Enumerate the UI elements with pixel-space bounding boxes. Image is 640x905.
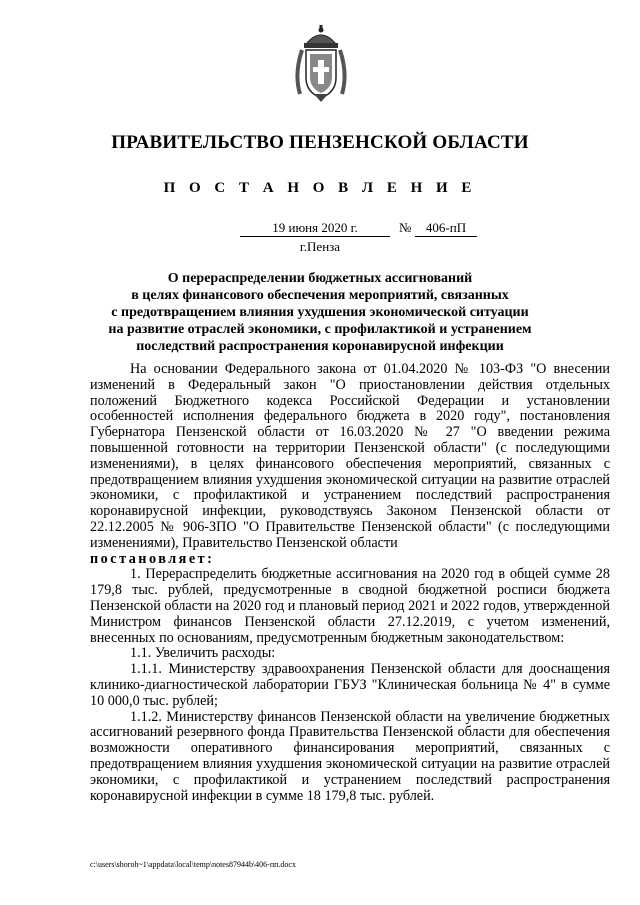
paragraph-1-1: 1.1. Увеличить расходы: bbox=[130, 645, 276, 662]
document-title bbox=[60, 270, 580, 355]
document-body bbox=[90, 362, 610, 804]
number-sign: № bbox=[399, 220, 412, 235]
city: г.Пенза bbox=[299, 239, 341, 254]
government-name: ПРАВИТЕЛЬСТВО ПЕНЗЕНСКОЙ ОБЛАСТИ bbox=[111, 132, 529, 153]
preamble-paragraph: На основании Федерального закона от 01.04.2020 № 103-ФЗ "О внесении изменений в Федеральный закон "О приостановлении действия отдельных положений Бюджетного кодекса Российской Федерации и установлении особенностей исполнения федерального бюджета в 2020 году", постановления Губернатора Пензенской области от 16.03.2020 № 27 "О введении режима повышенной готовности на территории Пензенской области" (с последующими изменениями), в целях финансового обеспечения мероприятий, связанных с предотвращением влияния ухудшения экономической ситуации на развитие отраслей экономики, с профилактикой и устранением последствий распространения коронавирусной инфекции, руководствуясь Законом Пензенской области от 22.12.2005 № 906-ЗПО "О Правительстве Пензенской области" (с последующими изменениями), Правительство Пензенской области bbox=[90, 361, 610, 551]
decree-date: 19 июня 2020 г. bbox=[240, 220, 390, 237]
document-type: П О С Т А Н О В Л Е Н И Е bbox=[163, 180, 477, 196]
title-line: с предотвращением влияния ухудшения экономической ситуации bbox=[111, 305, 529, 320]
resolves-word: постановляет: bbox=[90, 550, 215, 567]
decree-number: 406-пП bbox=[415, 220, 477, 237]
coat-of-arms-icon bbox=[292, 24, 350, 104]
file-path-footer: c:\users\shoroh~1\appdata\local\temp\notes87944b\406-пп.docx bbox=[90, 860, 296, 869]
paragraph-1-1-2: 1.1.2. Министерству финансов Пензенской области на увеличение бюджетных ассигнований резервного фонда Правительства Пензенской области для обеспечения возможности оперативного финансирования мероприятий, связанных с предотвращением влияния ухудшения экономической ситуации на развитие отраслей экономики, с профилактикой и устранением последствий распространения коронавирусной инфекции в сумме 18 179,8 тыс. рублей. bbox=[90, 708, 610, 804]
title-line: последствий распространения коронавирусной инфекции bbox=[136, 339, 504, 354]
paragraph-1-1-1: 1.1.1. Министерству здравоохранения Пензенской области для дооснащения клинико-диагностической лаборатории ГБУЗ "Клиническая больница № 4" в сумме 10 000,0 тыс. рублей; bbox=[90, 661, 610, 709]
paragraph-1: 1. Перераспределить бюджетные ассигнования на 2020 год в общей сумме 28 179,8 тыс. рублей, предусмотренные в сводной бюджетной росписи бюджета Пензенской области на 2020 год и плановый период 2021 и 2022 годов, утвержденной Министром финансов Пензенской области 27.12.2019, с учетом изменений, внесенных по основаниям, предусмотренным бюджетным законодательством: bbox=[90, 566, 610, 646]
title-line: О перераспределении бюджетных ассигнований bbox=[167, 271, 473, 286]
title-line: в целях финансового обеспечения мероприятий, связанных bbox=[131, 288, 509, 303]
resolves-paragraph bbox=[90, 552, 610, 568]
title-line: на развитие отраслей экономики, с профилактикой и устранением bbox=[108, 322, 532, 337]
